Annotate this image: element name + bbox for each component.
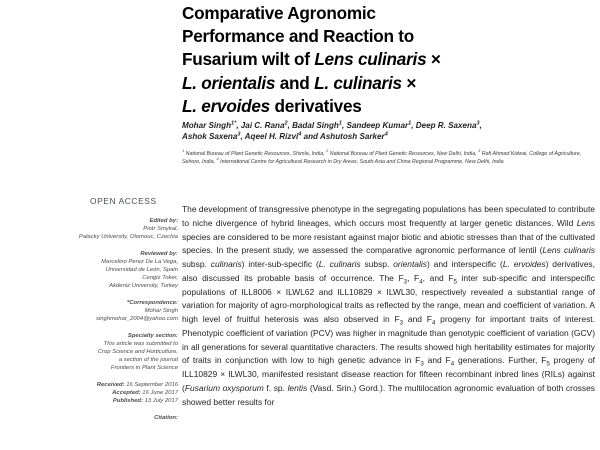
abs-italic-orientalis: orientalis xyxy=(393,259,427,269)
abs-italic-culinaris: culinaris xyxy=(210,259,242,269)
author-sup-2: 2 xyxy=(284,120,288,127)
abs-seg-13: and F xyxy=(423,355,451,366)
reviewer-1-affiliation: Universidad de León, Spain xyxy=(105,266,178,273)
title-species-lens-culinaris: Lens culinaris xyxy=(314,49,427,70)
author-sup-8: 4 xyxy=(384,131,388,138)
author-name-1: Mohar Singh xyxy=(182,121,232,130)
abs-seg-9: , and F xyxy=(422,272,454,283)
specialty-line-1: This article was submitted to xyxy=(103,340,178,347)
correspondence-label: *Correspondence: xyxy=(126,299,178,306)
abs-seg-6: ) and interspecific ( xyxy=(426,259,503,269)
page-title xyxy=(182,2,594,118)
abs-seg-8: , F xyxy=(407,272,420,283)
abs-sub-f4-c: 4 xyxy=(450,360,455,368)
edited-by-block xyxy=(58,217,178,241)
abs-seg-3: subsp. xyxy=(182,259,211,269)
abs-sub-f5-b: 5 xyxy=(546,360,550,368)
abs-italic-l-ervoides: L. ervoides xyxy=(502,259,546,269)
specialty-section-block xyxy=(58,332,178,372)
affiliation-4: International Centre for Agricultural Research in Dry Areas, South Asia and China Regional Programme, New Delhi, India xyxy=(218,159,504,166)
author-sup-7: 4 xyxy=(298,131,302,138)
affiliation-2: National Bureau of Plant Genetic Resources, New Delhi, India, xyxy=(328,151,477,157)
abs-seg-11: and F xyxy=(403,314,432,324)
published-label: Published: xyxy=(112,398,143,405)
abs-italic-fusarium: Fusarium oxysporum xyxy=(184,382,264,393)
author-sup-4: 1 xyxy=(408,120,412,127)
abs-seg-14: generations. Further, F xyxy=(454,355,547,366)
abs-sub-f3-b: 3 xyxy=(399,319,404,327)
affiliation-1: National Bureau of Plant Genetic Resources, Shimla, India, xyxy=(184,151,327,157)
title-line-5-suffix: derivatives xyxy=(270,95,362,116)
received-date: 16 September 2016 xyxy=(124,381,178,388)
abs-sub-f3-c: 3 xyxy=(420,360,424,368)
abs-sub-f5-a: 5 xyxy=(453,278,457,286)
abs-seg-7: ) derivatives, also discussed its probable basis of occurrence. The F xyxy=(182,259,595,283)
affiliation-list xyxy=(182,150,596,167)
title-block xyxy=(182,2,594,118)
abs-seg-1: The development of transgressive phenotype in the segregating populations has been speculated to contribute to niche divergence of hybrid lineages, which occurs most frequently at larger genetic distances. Wild xyxy=(182,204,595,228)
abs-seg-16: f. sp. xyxy=(263,382,288,393)
correspondence-name: Mohar Singh xyxy=(144,307,178,314)
affiliation-marker-2: 2 xyxy=(326,148,329,154)
specialty-section-label: Specialty section: xyxy=(127,332,178,339)
abstract-body xyxy=(182,203,595,450)
author-list: Mohar Singh$^{1*}$, Jai C. Rana$^2$, Badal Singh$^1$, Sandeep Kumar$^1$, Deep R. Saxena$^3$, Ashok Saxena$^3$, Aqeel H. Rizvi$^4$ and Ashutosh Sarker$^4$ xyxy=(182,120,482,142)
author-sup-6: 3 xyxy=(237,131,241,138)
correspondence-block xyxy=(58,299,178,323)
citation-label: Citation: xyxy=(154,414,178,421)
abs-italic-lentis: lentis xyxy=(287,382,308,393)
title-species-l-culinaris: L. culinaris xyxy=(314,72,402,93)
abs-seg-15: progeny of ILL10829 × ILWL30, manifested resistant disease reaction for fifteen recombinant inbred lines (RILs) against ( xyxy=(182,355,595,393)
abs-seg-4: ) inter-sub-specific ( xyxy=(241,259,319,269)
abs-seg-12: progeny for important traits of interest. Phenotypic coefficient of variation (PCV) was higher in magnitude than genotypic coefficient of variation (GCV) in all generations for several quantitative characters. The results showed high heritability estimates for majority of traits in conjunction with low to high genetic advance in F xyxy=(182,314,595,366)
received-date-row xyxy=(58,381,178,389)
affiliation-marker-1: 1 xyxy=(182,148,185,154)
reviewer-1-name: Marcelino Perez De La Vega, xyxy=(101,258,178,265)
author-name-5: , Deep R. Saxena xyxy=(411,121,477,130)
article-metadata-sidebar xyxy=(58,196,178,422)
author-name-4: , Sandeep Kumar xyxy=(341,121,409,130)
abs-seg-5: subsp. xyxy=(360,259,394,269)
received-label: Received: xyxy=(96,381,125,388)
author-name-7: , Aqeel H. Rizvi xyxy=(240,132,299,142)
author-name-8: and Ashutosh Sarker xyxy=(301,132,385,142)
accepted-date: 16 June 2017 xyxy=(140,389,178,396)
title-species-l-ervoides: L. ervoides xyxy=(182,95,270,116)
title-line-2: Performance and Reaction to xyxy=(182,26,415,47)
author-sup-3: 1 xyxy=(338,120,342,127)
author-name-3: , Badal Singh xyxy=(287,121,339,130)
abs-sub-f4-b: 4 xyxy=(431,319,436,327)
abs-seg-10: inter sub-specific and interspecific populations of ILL8006 × ILWL62 and ILL10829 × ILWL30, respectively revealed a substantial range of variation for majority of agro-morphological traits as reflected by the range, mean and coefficient of variation. A high level of fruitful heterosis was also observed in F xyxy=(182,272,595,324)
abs-seg-2: species are considered to be more resistant against major biotic and abiotic stresses than that of the cultivated species. In the present study, we assessed the comparative agronomic performance of lentil ( xyxy=(182,231,595,256)
abs-sub-f3-a: 3 xyxy=(403,278,408,286)
abs-italic-lens: Lens xyxy=(576,217,595,228)
author-name-6: Ashok Saxena xyxy=(182,132,238,142)
reviewed-by-block xyxy=(58,250,178,290)
author-sup-1: 1* xyxy=(231,120,237,127)
abs-seg-17: (Vasd. Srin.) Gord.). The multilocation agronomic evaluation of both crosses showed better results for xyxy=(182,382,595,407)
specialty-journal-name: Frontiers in Plant Science xyxy=(110,364,178,371)
affiliation-marker-4: 4 xyxy=(216,156,219,162)
reviewed-by-label: Reviewed by: xyxy=(140,250,178,257)
edited-by-label: Edited by: xyxy=(149,218,178,224)
correspondence-email[interactable]: singhmohar_2004@yahoo.com xyxy=(96,315,178,322)
editor-affiliation: Palacky University, Olomouc, Czechia xyxy=(78,234,178,241)
title-line-4-suffix: × xyxy=(401,72,417,93)
published-date: 13 July 2017 xyxy=(142,398,178,405)
reviewer-2-affiliation: Akdeniz University, Turkey xyxy=(109,283,178,290)
abs-sub-f4-a: 4 xyxy=(419,278,423,286)
reviewer-2-name: Cengiz Toker, xyxy=(142,275,178,282)
abs-italic-l-culinaris: L. culinaris xyxy=(318,259,361,269)
author-sup-5: 3 xyxy=(476,120,480,127)
author-name-2: , Jai C. Rana xyxy=(236,121,285,130)
affiliation-marker-3: 3 xyxy=(478,148,481,154)
open-access-badge: OPEN ACCESS xyxy=(90,196,157,206)
title-line-4-mid: and xyxy=(275,72,315,93)
specialty-line-3: a section of the journal xyxy=(118,356,178,363)
title-line-1: Comparative Agronomic xyxy=(182,3,376,23)
affiliation-3: Rafi Ahmad Kidwai, College of Agriculture, Sehore, India, xyxy=(182,151,582,166)
title-species-l-orientalis: L. orientalis xyxy=(182,72,276,93)
publication-dates-block xyxy=(58,381,178,406)
accepted-date-row xyxy=(58,389,178,397)
published-date-row xyxy=(58,397,178,405)
abs-italic-lens-culinaris: Lens culinaris xyxy=(542,245,595,256)
title-line-3-prefix: Fusarium wilt of xyxy=(182,49,315,70)
specialty-line-2: Crop Science and Horticulture, xyxy=(97,348,178,355)
editor-name: Piotr Smykal, xyxy=(143,226,178,233)
accepted-label: Accepted: xyxy=(112,389,141,396)
title-line-3-suffix: × xyxy=(426,49,441,70)
abstract-paragraph xyxy=(182,203,595,409)
